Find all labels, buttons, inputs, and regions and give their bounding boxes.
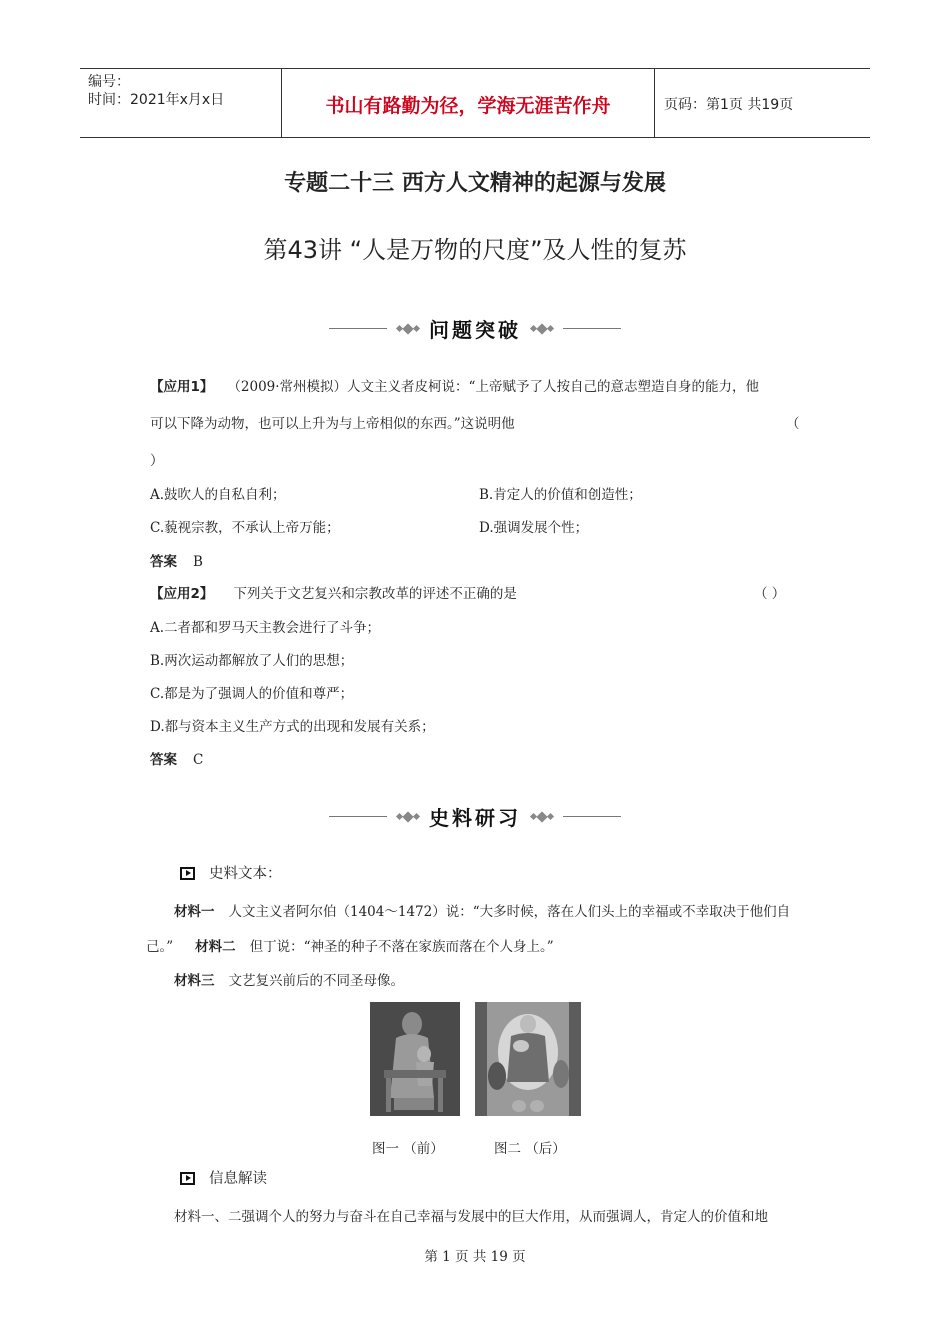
material3-text: 文艺复兴前后的不同圣母像。	[228, 973, 404, 989]
q2-option-d: D.都与资本主义生产方式的出现和发展有关系；	[150, 719, 435, 735]
section-heading-problems	[0, 314, 950, 343]
answer-value: B	[193, 554, 203, 570]
q1-option-b: B.肯定人的价值和创造性；	[479, 487, 642, 503]
material1-line	[174, 903, 790, 921]
q1-option-c: C.藐视宗教，不承认上帝万能；	[150, 520, 340, 536]
section-label: 问题突破	[429, 318, 521, 342]
source-text-heading	[180, 865, 282, 883]
q2-option-b: B.两次运动都解放了人们的思想；	[150, 653, 354, 669]
material1-2-line	[146, 938, 554, 956]
divider-line	[563, 328, 621, 329]
divider-line	[329, 816, 387, 817]
material1-cont: 己。”	[146, 939, 174, 955]
material3-label: 材料三	[174, 973, 215, 989]
material1-label: 材料一	[174, 904, 215, 920]
q1-stem-1: （2009·常州模拟）人文主义者皮柯说：“上帝赋予了人按自己的意志塑造自身的能力，他	[227, 379, 759, 395]
q2-option-a: A.二者都和罗马天主教会进行了斗争；	[150, 620, 381, 636]
motto: 书山有路勤为径，学海无涯苦作舟	[325, 95, 611, 117]
q2-stem-line	[150, 585, 517, 603]
play-box-icon	[180, 867, 195, 880]
divider-line	[329, 328, 387, 329]
madonna-after-image	[475, 1002, 581, 1116]
diamond-ornament-icon	[531, 325, 553, 333]
section-heading-sources	[0, 802, 950, 831]
page-footer: 第 1 页 共 19 页	[424, 1249, 526, 1265]
q1-paren-open: （	[786, 416, 800, 432]
play-box-icon	[180, 1172, 195, 1185]
diamond-ornament-icon	[397, 325, 419, 333]
answer-value: C	[193, 752, 204, 768]
diamond-ornament-icon	[397, 813, 419, 821]
q1-stem-2: 可以下降为动物，也可以上升为与上帝相似的东西。”这说明他	[150, 416, 515, 432]
q2-paren: （ ）	[754, 586, 786, 602]
heading-label: 史料文本：	[209, 866, 282, 882]
divider-line	[563, 816, 621, 817]
answer-label: 答案	[150, 752, 177, 768]
section-label: 史料研习	[429, 806, 521, 830]
q1-answer	[150, 553, 203, 571]
material3-line	[174, 972, 404, 990]
diamond-ornament-icon	[531, 813, 553, 821]
answer-label: 答案	[150, 554, 177, 570]
header-divider	[654, 69, 655, 137]
q2-answer	[150, 751, 203, 769]
page-info: 页码：第1页 共19页	[664, 97, 794, 113]
painting-image	[475, 1002, 581, 1116]
q1-option-a: A.鼓吹人的自私自利；	[150, 487, 286, 503]
statue-image	[370, 1002, 460, 1116]
info-heading	[180, 1170, 267, 1188]
q1-option-d: D.强调发展个性；	[479, 520, 589, 536]
q2-tag: 【应用2】	[150, 586, 214, 602]
lecture-title: 第43讲 “人是万物的尺度”及人性的复苏	[263, 236, 687, 264]
code-label: 编号：	[88, 74, 130, 90]
figure1-caption: 图一 （前）	[372, 1141, 444, 1157]
material1-text: 人文主义者阿尔伯（1404～1472）说：“大多时候，落在人们头上的幸福或不幸取决于他们自	[228, 904, 791, 920]
q1-line1	[150, 378, 759, 396]
material2-label: 材料二	[195, 939, 236, 955]
figure2-caption: 图二 （后）	[494, 1141, 566, 1157]
q2-stem: 下列关于文艺复兴和宗教改革的评述不正确的是	[233, 586, 517, 602]
header-meta	[88, 73, 224, 109]
q1-tag: 【应用1】	[150, 379, 214, 395]
header-table	[80, 68, 870, 138]
topic-title: 专题二十三 西方人文精神的起源与发展	[284, 170, 666, 196]
info-line: 材料一、二强调个人的努力与奋斗在自己幸福与发展中的巨大作用，从而强调人，肯定人的价值和地	[174, 1209, 768, 1225]
time-label: 时间：2021年x月x日	[88, 92, 225, 108]
q2-option-c: C.都是为了强调人的价值和尊严；	[150, 686, 354, 702]
material2-text: 但丁说：“神圣的种子不落在家族而落在个人身上。”	[249, 939, 554, 955]
q1-paren-close: ）	[150, 453, 164, 469]
madonna-before-image	[370, 1002, 460, 1116]
heading-label: 信息解读	[209, 1171, 267, 1187]
